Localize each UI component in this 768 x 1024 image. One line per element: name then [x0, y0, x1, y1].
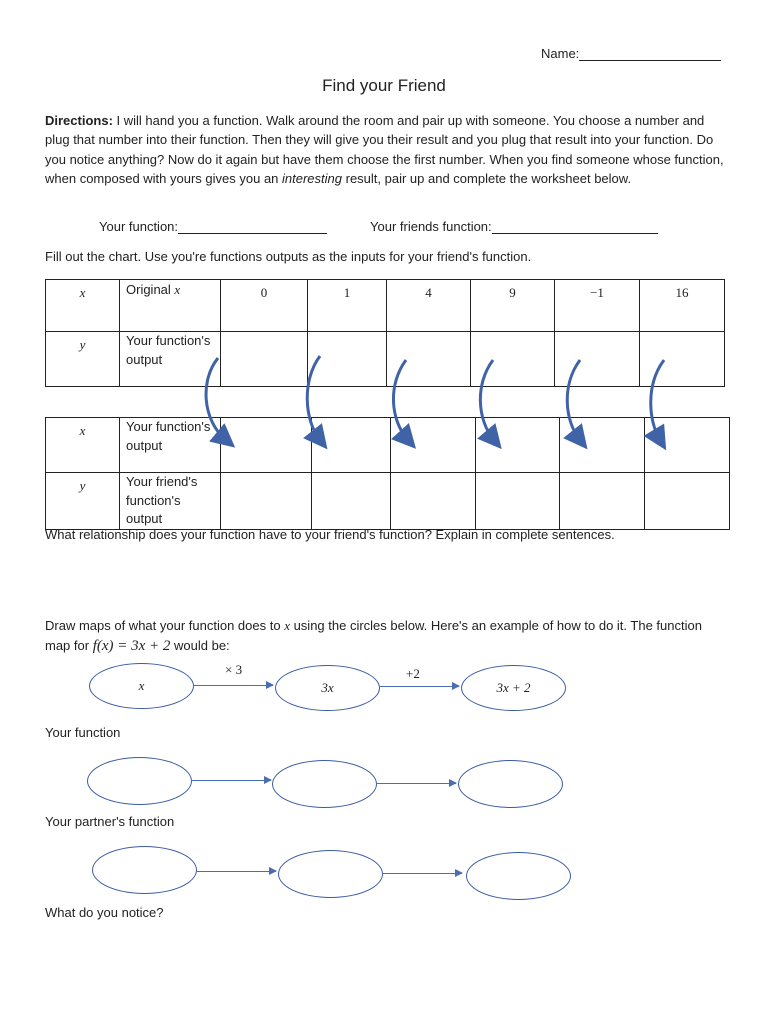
- answer-cell[interactable]: [221, 332, 308, 387]
- answer-cell[interactable]: [312, 418, 391, 473]
- friends-function-blank[interactable]: [492, 220, 658, 234]
- partner-map-arrow-2: [382, 873, 462, 874]
- maps-instructions: Draw maps of what your function does to x using the circles below. Here's an example of how to do it. The function map for f(x) = 3x + 2 would be:: [45, 618, 702, 654]
- input-cell: 9: [471, 280, 555, 332]
- input-output-table-1: [45, 279, 725, 387]
- answer-cell[interactable]: [555, 332, 640, 387]
- fill-instructions: Fill out the chart. Use you're functions outputs as the inputs for your friend's function.: [45, 249, 532, 264]
- example-node-3x-plus-2: 3x + 2: [461, 665, 566, 711]
- answer-cell[interactable]: [560, 473, 645, 530]
- example-op-2: +2: [406, 666, 420, 681]
- answer-cell[interactable]: [221, 418, 312, 473]
- original-x-label: Original x: [120, 280, 221, 332]
- answer-cell[interactable]: [645, 418, 730, 473]
- your-function-field: [99, 219, 327, 234]
- your-function-blank[interactable]: [178, 220, 327, 234]
- answer-cell[interactable]: [387, 332, 471, 387]
- answer-cell[interactable]: [391, 418, 476, 473]
- relationship-question: What relationship does your function have to your friend's function? Explain in complete sentences.: [45, 527, 615, 542]
- answer-cell[interactable]: [308, 332, 387, 387]
- your-map-node-2[interactable]: [272, 760, 377, 808]
- table-row: [46, 473, 730, 530]
- input-cell: 4: [387, 280, 471, 332]
- directions-text-1: I will hand you a function. Walk around the room and pair up with someone. You choose a number and plug that number into their function. Then they will give you their result and you plug that result into your function. Do you notice anything? Now do it again but have them choose the first number. When you find someone whose function, when composed with yours gives you an: [45, 113, 724, 187]
- directions-label: Directions:: [45, 113, 113, 128]
- your-output-label: Your function's output: [120, 418, 221, 473]
- directions-paragraph: [45, 111, 725, 189]
- partner-map-node-2[interactable]: [278, 850, 383, 898]
- your-map-node-3[interactable]: [458, 760, 563, 808]
- input-cell: −1: [555, 280, 640, 332]
- example-node-3x: 3x: [275, 665, 380, 711]
- friend-output-label: Your friend's function's output: [120, 473, 221, 530]
- friends-function-label: Your friends function:: [370, 219, 492, 234]
- table-row: [46, 332, 725, 387]
- example-arrow-2: [379, 686, 459, 687]
- answer-cell[interactable]: [391, 473, 476, 530]
- your-map-arrow-2: [376, 783, 456, 784]
- directions-text-2: result, pair up and complete the worksheet below.: [342, 171, 632, 187]
- partner-map-node-1[interactable]: [92, 846, 197, 894]
- x-var-cell: x: [46, 418, 120, 473]
- table-row: [46, 280, 725, 332]
- answer-cell[interactable]: [471, 332, 555, 387]
- your-map-arrow-1: [191, 780, 271, 781]
- x-var-cell: x: [46, 280, 120, 332]
- answer-cell[interactable]: [221, 473, 312, 530]
- your-map-node-1[interactable]: [87, 757, 192, 805]
- your-function-label: Your function:: [99, 219, 179, 234]
- answer-cell[interactable]: [645, 473, 730, 530]
- answer-cell[interactable]: [476, 473, 560, 530]
- notice-question: What do you notice?: [45, 905, 164, 920]
- answer-cell[interactable]: [640, 332, 725, 387]
- partner-map-node-3[interactable]: [466, 852, 571, 900]
- partner-map-arrow-1: [196, 871, 276, 872]
- friends-function-field: [370, 219, 658, 234]
- y-var-cell: y: [46, 332, 120, 387]
- input-cell: 16: [640, 280, 725, 332]
- answer-cell[interactable]: [476, 418, 560, 473]
- directions-italic-word: interesting: [282, 171, 342, 187]
- y-var-cell: y: [46, 473, 120, 530]
- input-output-table-2: [45, 417, 730, 530]
- example-node-x: x: [89, 663, 194, 709]
- input-cell: 0: [221, 280, 308, 332]
- page-title: Find your Friend: [322, 76, 446, 95]
- answer-cell[interactable]: [312, 473, 391, 530]
- your-function-map-label: Your function: [45, 725, 121, 740]
- answer-cell[interactable]: [560, 418, 645, 473]
- table-row: [46, 418, 730, 473]
- name-field: [541, 46, 721, 61]
- example-arrow-1: [193, 685, 273, 686]
- example-op-1: × 3: [225, 662, 243, 677]
- input-cell: 1: [308, 280, 387, 332]
- your-output-label: Your function's output: [120, 332, 221, 387]
- name-label: Name:: [541, 46, 580, 61]
- partner-function-map-label: Your partner's function: [45, 814, 175, 829]
- name-blank-line[interactable]: [579, 46, 721, 61]
